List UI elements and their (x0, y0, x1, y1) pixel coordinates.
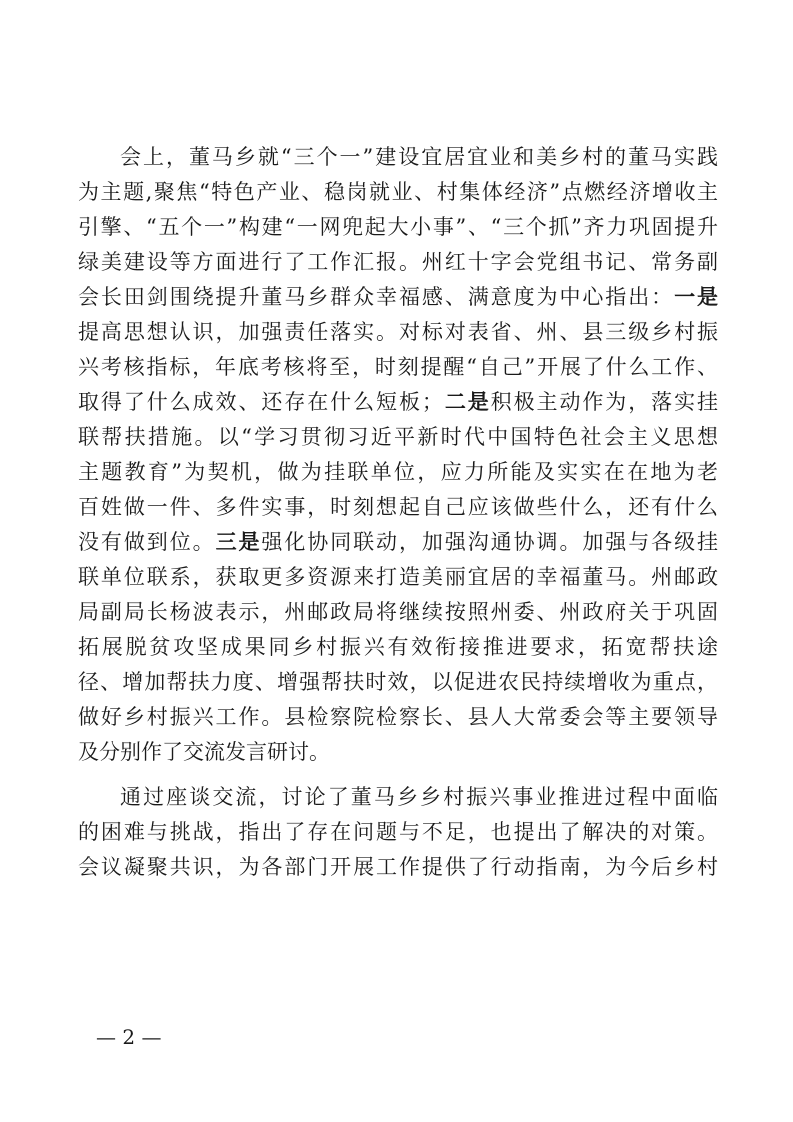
text-run: 取得了什么成效、还存在什么短板； (78, 390, 443, 414)
text-line: 会议凝聚共识，为各部门开展工作提供了行动指南，为今后乡村 (78, 855, 718, 879)
text-run: 会长田剑围绕提升董马乡群众幸福感、满意度为中心指出： (78, 285, 675, 309)
emphasis-three: 三是 (215, 529, 262, 554)
text-line: 的困难与挑战，指出了存在问题与不足，也提出了解决的对策。 (78, 820, 718, 844)
text-run: 强化协同联动，加强沟通协调。加强与各级挂 (261, 530, 718, 554)
text-line: 局副局长杨波表示，州邮政局将继续按照州委、州政府关于巩固 (78, 600, 718, 624)
text-line: 联帮扶措施。以“学习贯彻习近平新时代中国特色社会主义思想 (78, 425, 718, 449)
text-line: 主题教育”为契机，做为挂联单位，应力所能及实实在在地为老 (78, 460, 718, 484)
text-line: 通过座谈交流，讨论了董马乡乡村振兴事业推进过程中面临 (120, 785, 718, 809)
text-line: 引擎、“五个一”构建“一网兜起大小事”、“三个抓”齐力巩固提升 (78, 215, 718, 239)
text-line: 百姓做一件、多件实事，时刻想起自己应该做些什么，还有什么 (78, 495, 718, 519)
text-run: 积极主动作为，落实挂 (490, 390, 718, 414)
text-line: 拓展脱贫攻坚成果同乡村振兴有效衔接推进要求，拓宽帮扶途 (78, 635, 718, 659)
text-line: 提高思想认识，加强责任落实。对标对表省、州、县三级乡村振 (78, 320, 718, 344)
text-line: 径、增加帮扶力度、增强帮扶时效，以促进农民持续增收为重点， (78, 670, 718, 694)
emphasis-one: 一是 (674, 284, 718, 309)
text-line: 及分别作了交流发言研讨。 (78, 740, 330, 764)
text-line: 为主题,聚焦“特色产业、稳岗就业、村集体经济”点燃经济增收主 (78, 180, 718, 204)
text-line: 会上，董马乡就“三个一”建设宜居宜业和美乡村的董马实践 (120, 145, 718, 169)
text-line (78, 283, 718, 311)
text-line: 联单位联系，获取更多资源来打造美丽宜居的幸福董马。州邮政 (78, 565, 718, 589)
text-run: 没有做到位。 (78, 530, 216, 554)
text-line (78, 388, 718, 416)
text-line: 做好乡村振兴工作。县检察院检察长、县人大常委会等主要领导 (78, 705, 718, 729)
emphasis-two: 二是 (442, 389, 491, 414)
text-line: 兴考核指标，年底考核将至，时刻提醒“自己”开展了什么工作、 (78, 355, 718, 379)
text-line (78, 528, 718, 556)
page-number: — 2 — (96, 1025, 162, 1049)
text-line: 绿美建设等方面进行了工作汇报。州红十字会党组书记、常务副 (78, 250, 718, 274)
